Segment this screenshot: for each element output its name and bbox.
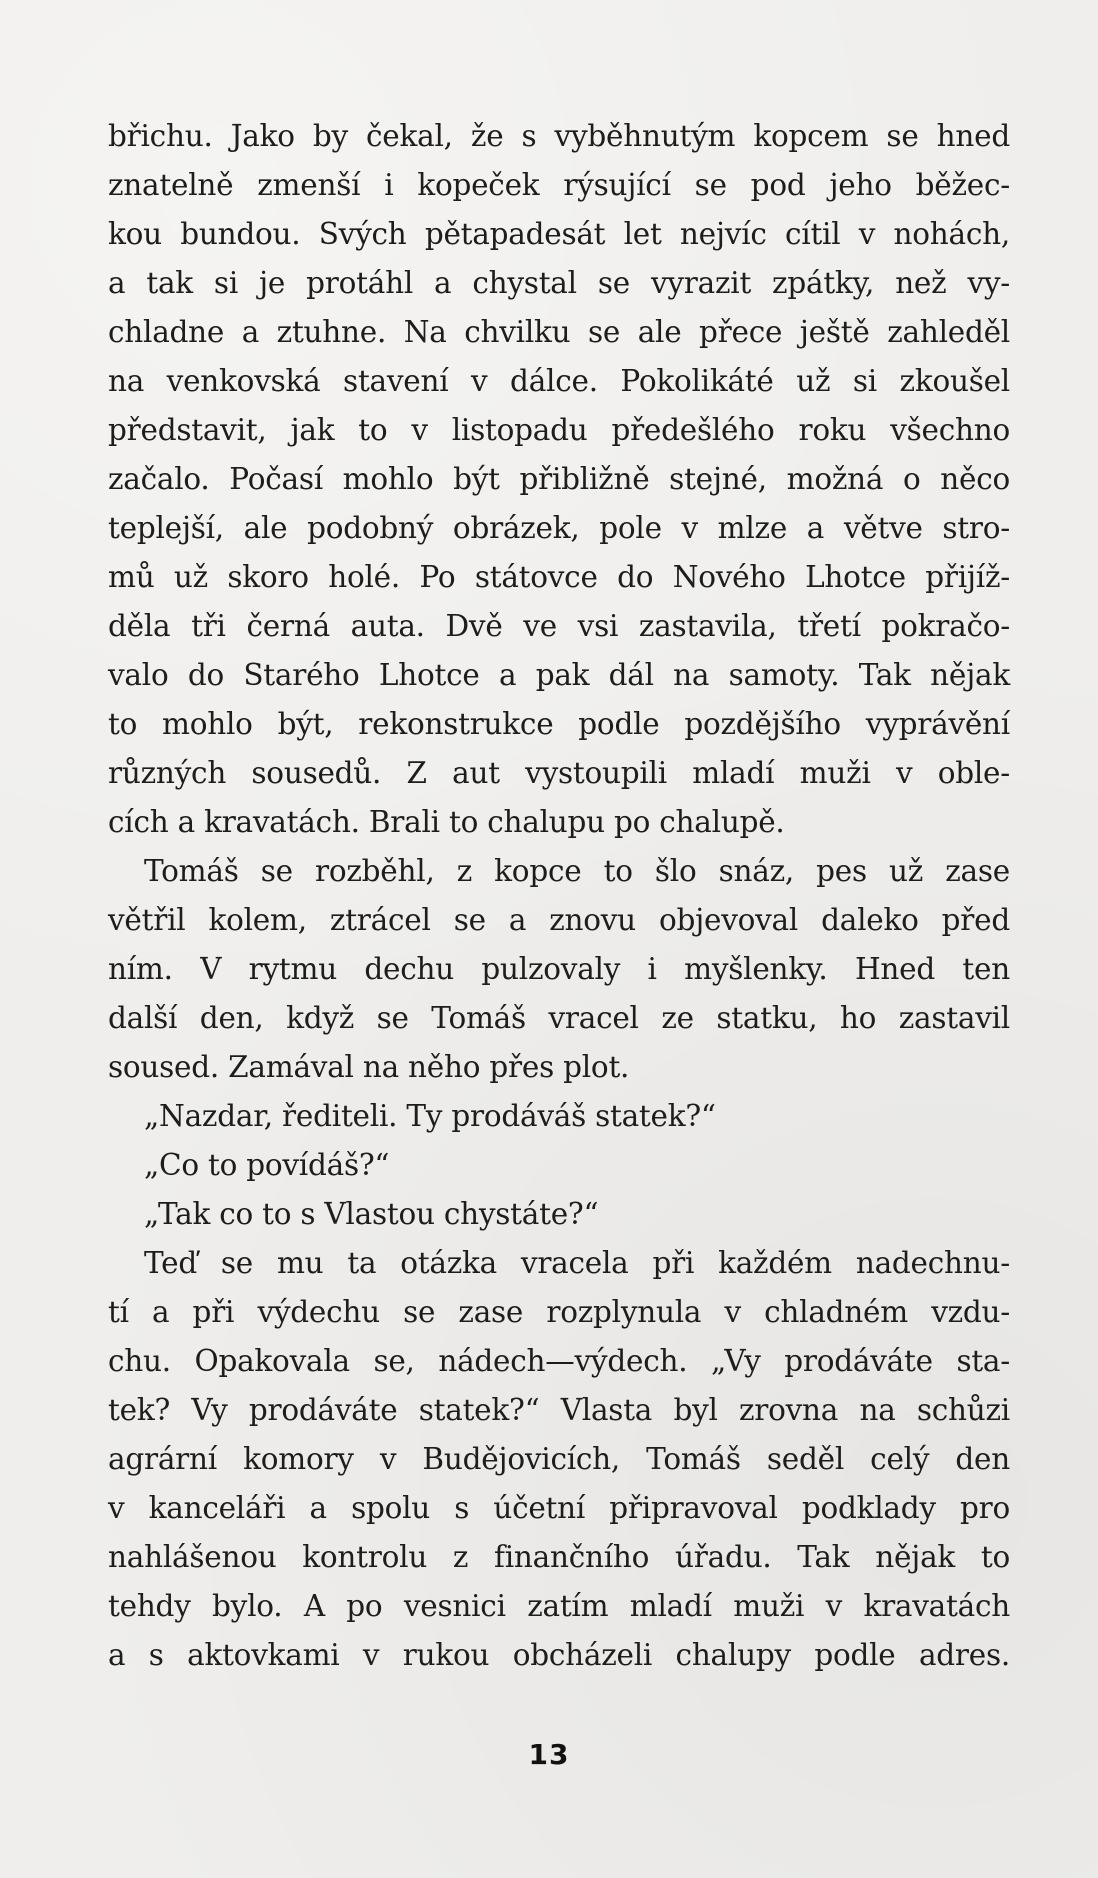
text-line: a s aktovkami v rukou obcházeli chalupy podle adres. (108, 1638, 1010, 1672)
text-line: kou bundou. Svých pětapadesát let nejvíc cítil v nohách, (108, 217, 1010, 251)
paragraph-first-line: Teď se mu ta otázka vracela při každém nadechnu- (144, 1246, 1010, 1280)
text-line: nahlášenou kontrolu z finančního úřadu. Tak nějak to (108, 1540, 1010, 1574)
text-line: chladne a ztuhne. Na chvilku se ale přece ještě zahleděl (108, 315, 1010, 349)
text-line: různých sousedů. Z aut vystoupili mladí muži v oble- (108, 756, 1010, 790)
text-line: soused. Zamával na něho přes plot. (108, 1050, 630, 1084)
text-line: břichu. Jako by čekal, že s vyběhnutým kopcem se hned (108, 119, 1010, 153)
text-line: to mohlo být, rekonstrukce podle pozdějšího vyprávění (108, 707, 1010, 741)
dialogue-line: „Tak co to s Vlastou chystáte?“ (144, 1197, 599, 1231)
text-line: chu. Opakovala se, nádech—výdech. „Vy prodáváte sta- (108, 1344, 1010, 1378)
text-line: teplejší, ale podobný obrázek, pole v mlze a větve stro- (108, 511, 1010, 545)
text-line: začalo. Počasí mohlo být přibližně stejné, možná o něco (108, 462, 1010, 496)
text-line: a tak si je protáhl a chystal se vyrazit zpátky, než vy- (108, 266, 1010, 300)
text-line: valo do Starého Lhotce a pak dál na samoty. Tak nějak (108, 658, 1010, 692)
text-line: cích a kravatách. Brali to chalupu po chalupě. (108, 805, 785, 839)
text-line: v kanceláři a spolu s účetní připravoval podklady pro (108, 1491, 1010, 1525)
dialogue-line: „Co to povídáš?“ (144, 1148, 390, 1182)
paragraph-first-line: Tomáš se rozběhl, z kopce to šlo snáz, pes už zase (144, 854, 1010, 888)
text-line: představit, jak to v listopadu předešlého roku všechno (108, 413, 1010, 447)
text-line: mů už skoro holé. Po státovce do Nového Lhotce přijíž- (108, 560, 1010, 594)
text-line: agrární komory v Budějovicích, Tomáš seděl celý den (108, 1442, 1010, 1476)
text-line: tí a při výdechu se zase rozplynula v chladném vzdu- (108, 1295, 1010, 1329)
text-line: tehdy bylo. A po vesnici zatím mladí muži v kravatách (108, 1589, 1010, 1623)
text-line: na venkovská stavení v dálce. Pokolikáté už si zkoušel (108, 364, 1010, 398)
text-line: znatelně zmenší i kopeček rýsující se pod jeho běžec- (108, 168, 1010, 202)
text-line: větřil kolem, ztrácel se a znovu objevoval daleko před (108, 903, 1010, 937)
text-line: další den, když se Tomáš vracel ze statku, ho zastavil (108, 1001, 1010, 1035)
page-number: 13 (528, 1738, 570, 1771)
dialogue-line: „Nazdar, řediteli. Ty prodáváš statek?“ (144, 1099, 716, 1133)
text-line: děla tři černá auta. Dvě ve vsi zastavila, třetí pokračo- (108, 609, 1010, 643)
body-text (108, 112, 1010, 1680)
text-line: ním. V rytmu dechu pulzovaly i myšlenky. Hned ten (108, 952, 1010, 986)
text-line: tek? Vy prodáváte statek?“ Vlasta byl zrovna na schůzi (108, 1393, 1010, 1427)
